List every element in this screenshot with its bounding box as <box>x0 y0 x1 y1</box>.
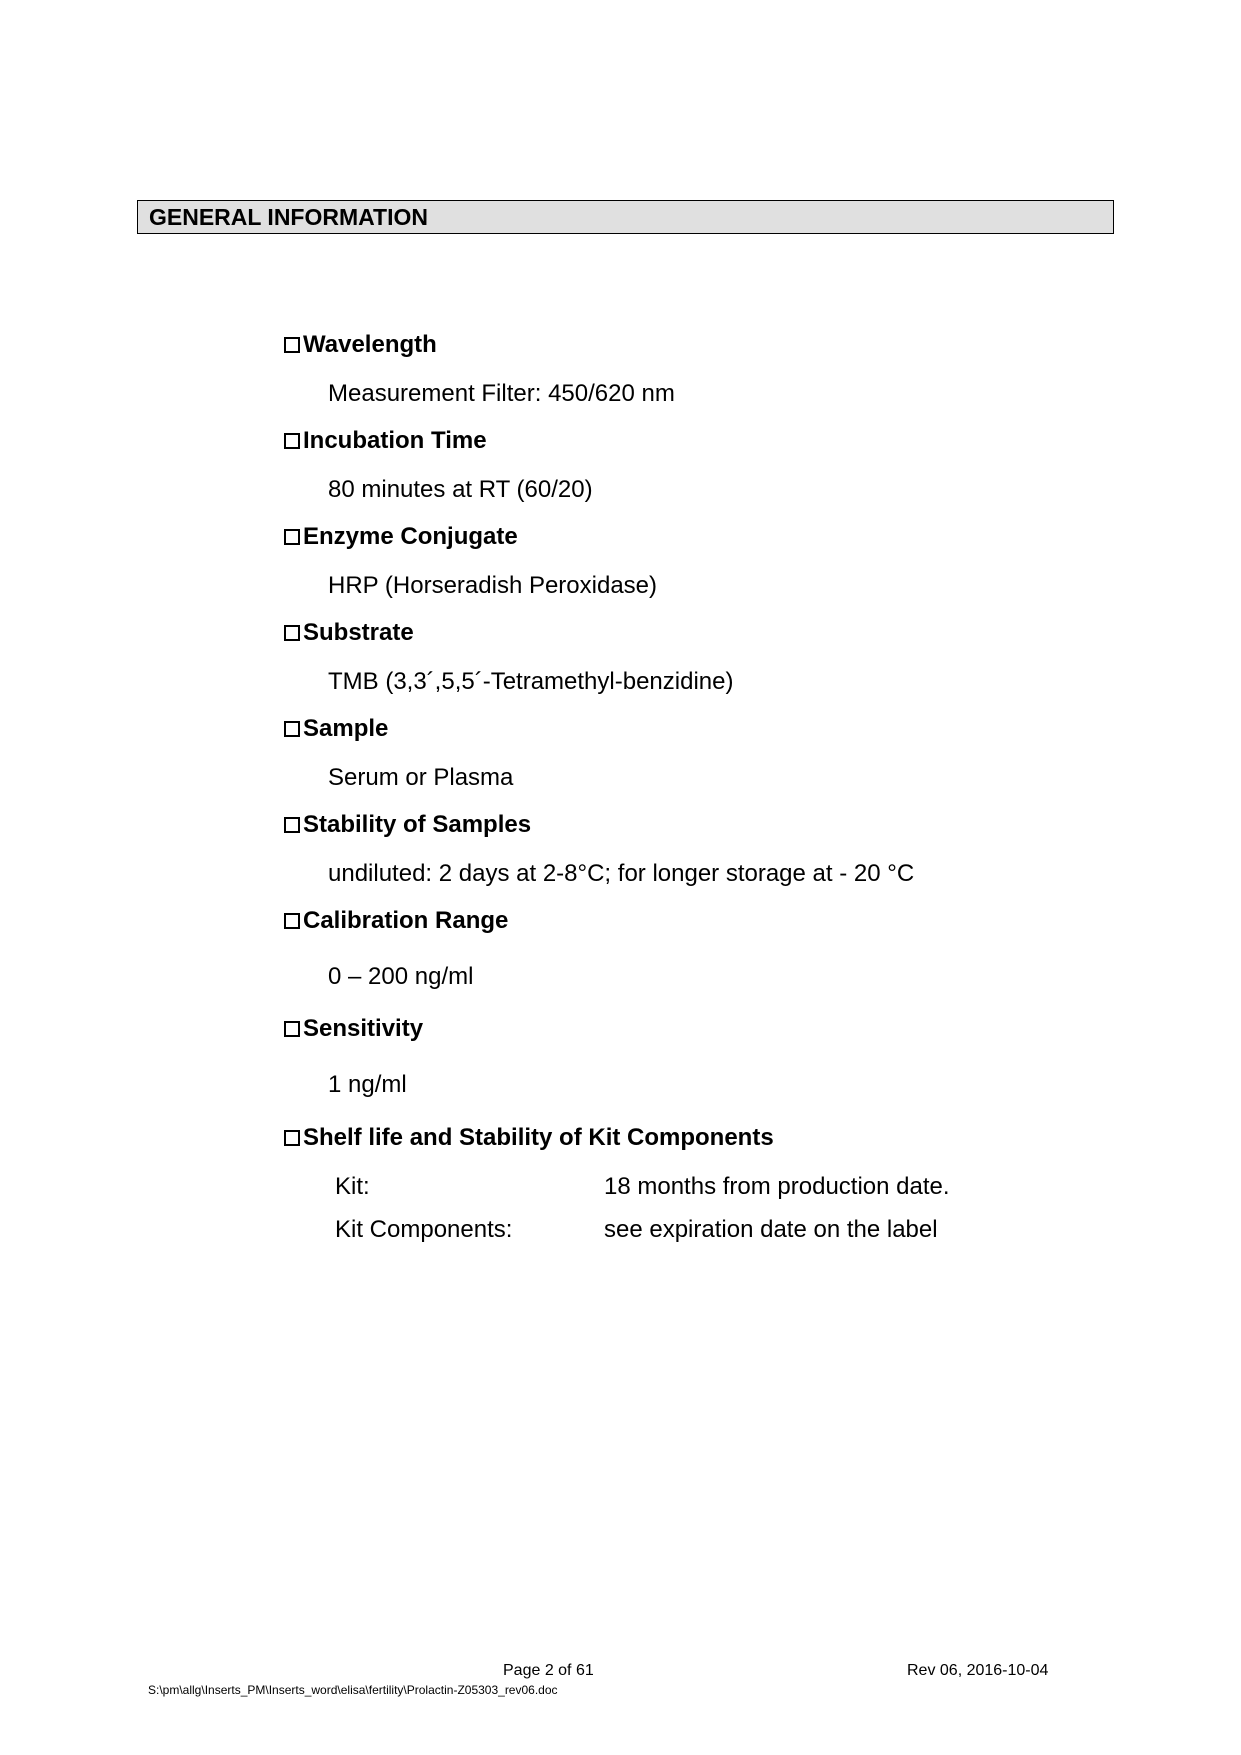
heading-label: Shelf life and Stability of Kit Components <box>303 1124 774 1151</box>
footer-page-number: Page 2 of 61 <box>503 1662 594 1679</box>
info-heading-shelf-life <box>284 1124 774 1152</box>
checkbox-bullet-icon <box>284 1130 300 1146</box>
shelf-life-key-kit: Kit: <box>335 1173 370 1200</box>
section-header <box>137 200 1114 234</box>
checkbox-bullet-icon <box>284 337 300 353</box>
info-value-substrate: TMB (3,3´,5,5´-Tetramethyl-benzidine) <box>328 668 734 695</box>
heading-label: Wavelength <box>303 331 437 358</box>
heading-label: Calibration Range <box>303 907 509 934</box>
info-heading-sample <box>284 715 388 743</box>
footer-file-path: S:\pm\allg\Inserts_PM\Inserts_word\elisa\fertility\Prolactin-Z05303_rev06.doc <box>148 1683 558 1697</box>
info-heading-sensitivity <box>284 1015 423 1043</box>
heading-label: Sample <box>303 715 389 742</box>
heading-label: Sensitivity <box>303 1015 424 1042</box>
info-value-stability-of-samples: undiluted: 2 days at 2-8°C; for longer storage at - 20 °C <box>328 860 915 887</box>
info-value-wavelength: Measurement Filter: 450/620 nm <box>328 380 675 407</box>
heading-label: Incubation Time <box>303 427 487 454</box>
info-value-sample: Serum or Plasma <box>328 764 514 791</box>
checkbox-bullet-icon <box>284 913 300 929</box>
checkbox-bullet-icon <box>284 721 300 737</box>
checkbox-bullet-icon <box>284 625 300 641</box>
checkbox-bullet-icon <box>284 1021 300 1037</box>
checkbox-bullet-icon <box>284 529 300 545</box>
info-heading-stability-of-samples <box>284 811 531 839</box>
info-heading-calibration-range <box>284 907 508 935</box>
checkbox-bullet-icon <box>284 817 300 833</box>
heading-label: Enzyme Conjugate <box>303 523 518 550</box>
info-heading-enzyme-conjugate <box>284 523 518 551</box>
heading-label: Stability of Samples <box>303 811 532 838</box>
heading-label: Substrate <box>303 619 414 646</box>
section-header-title: GENERAL INFORMATION <box>149 204 428 230</box>
info-value-incubation-time: 80 minutes at RT (60/20) <box>328 476 593 503</box>
info-heading-incubation-time <box>284 427 487 455</box>
info-value-sensitivity: 1 ng/ml <box>328 1071 407 1098</box>
info-value-calibration-range: 0 – 200 ng/ml <box>328 963 474 990</box>
footer-revision: Rev 06, 2016-10-04 <box>907 1662 1049 1679</box>
info-heading-wavelength <box>284 331 437 359</box>
shelf-life-key-kit-components: Kit Components: <box>335 1216 513 1243</box>
shelf-life-value-kit-components: see expiration date on the label <box>604 1216 938 1243</box>
info-value-enzyme-conjugate: HRP (Horseradish Peroxidase) <box>328 572 658 599</box>
checkbox-bullet-icon <box>284 433 300 449</box>
info-heading-substrate <box>284 619 414 647</box>
shelf-life-value-kit: 18 months from production date. <box>604 1173 950 1200</box>
